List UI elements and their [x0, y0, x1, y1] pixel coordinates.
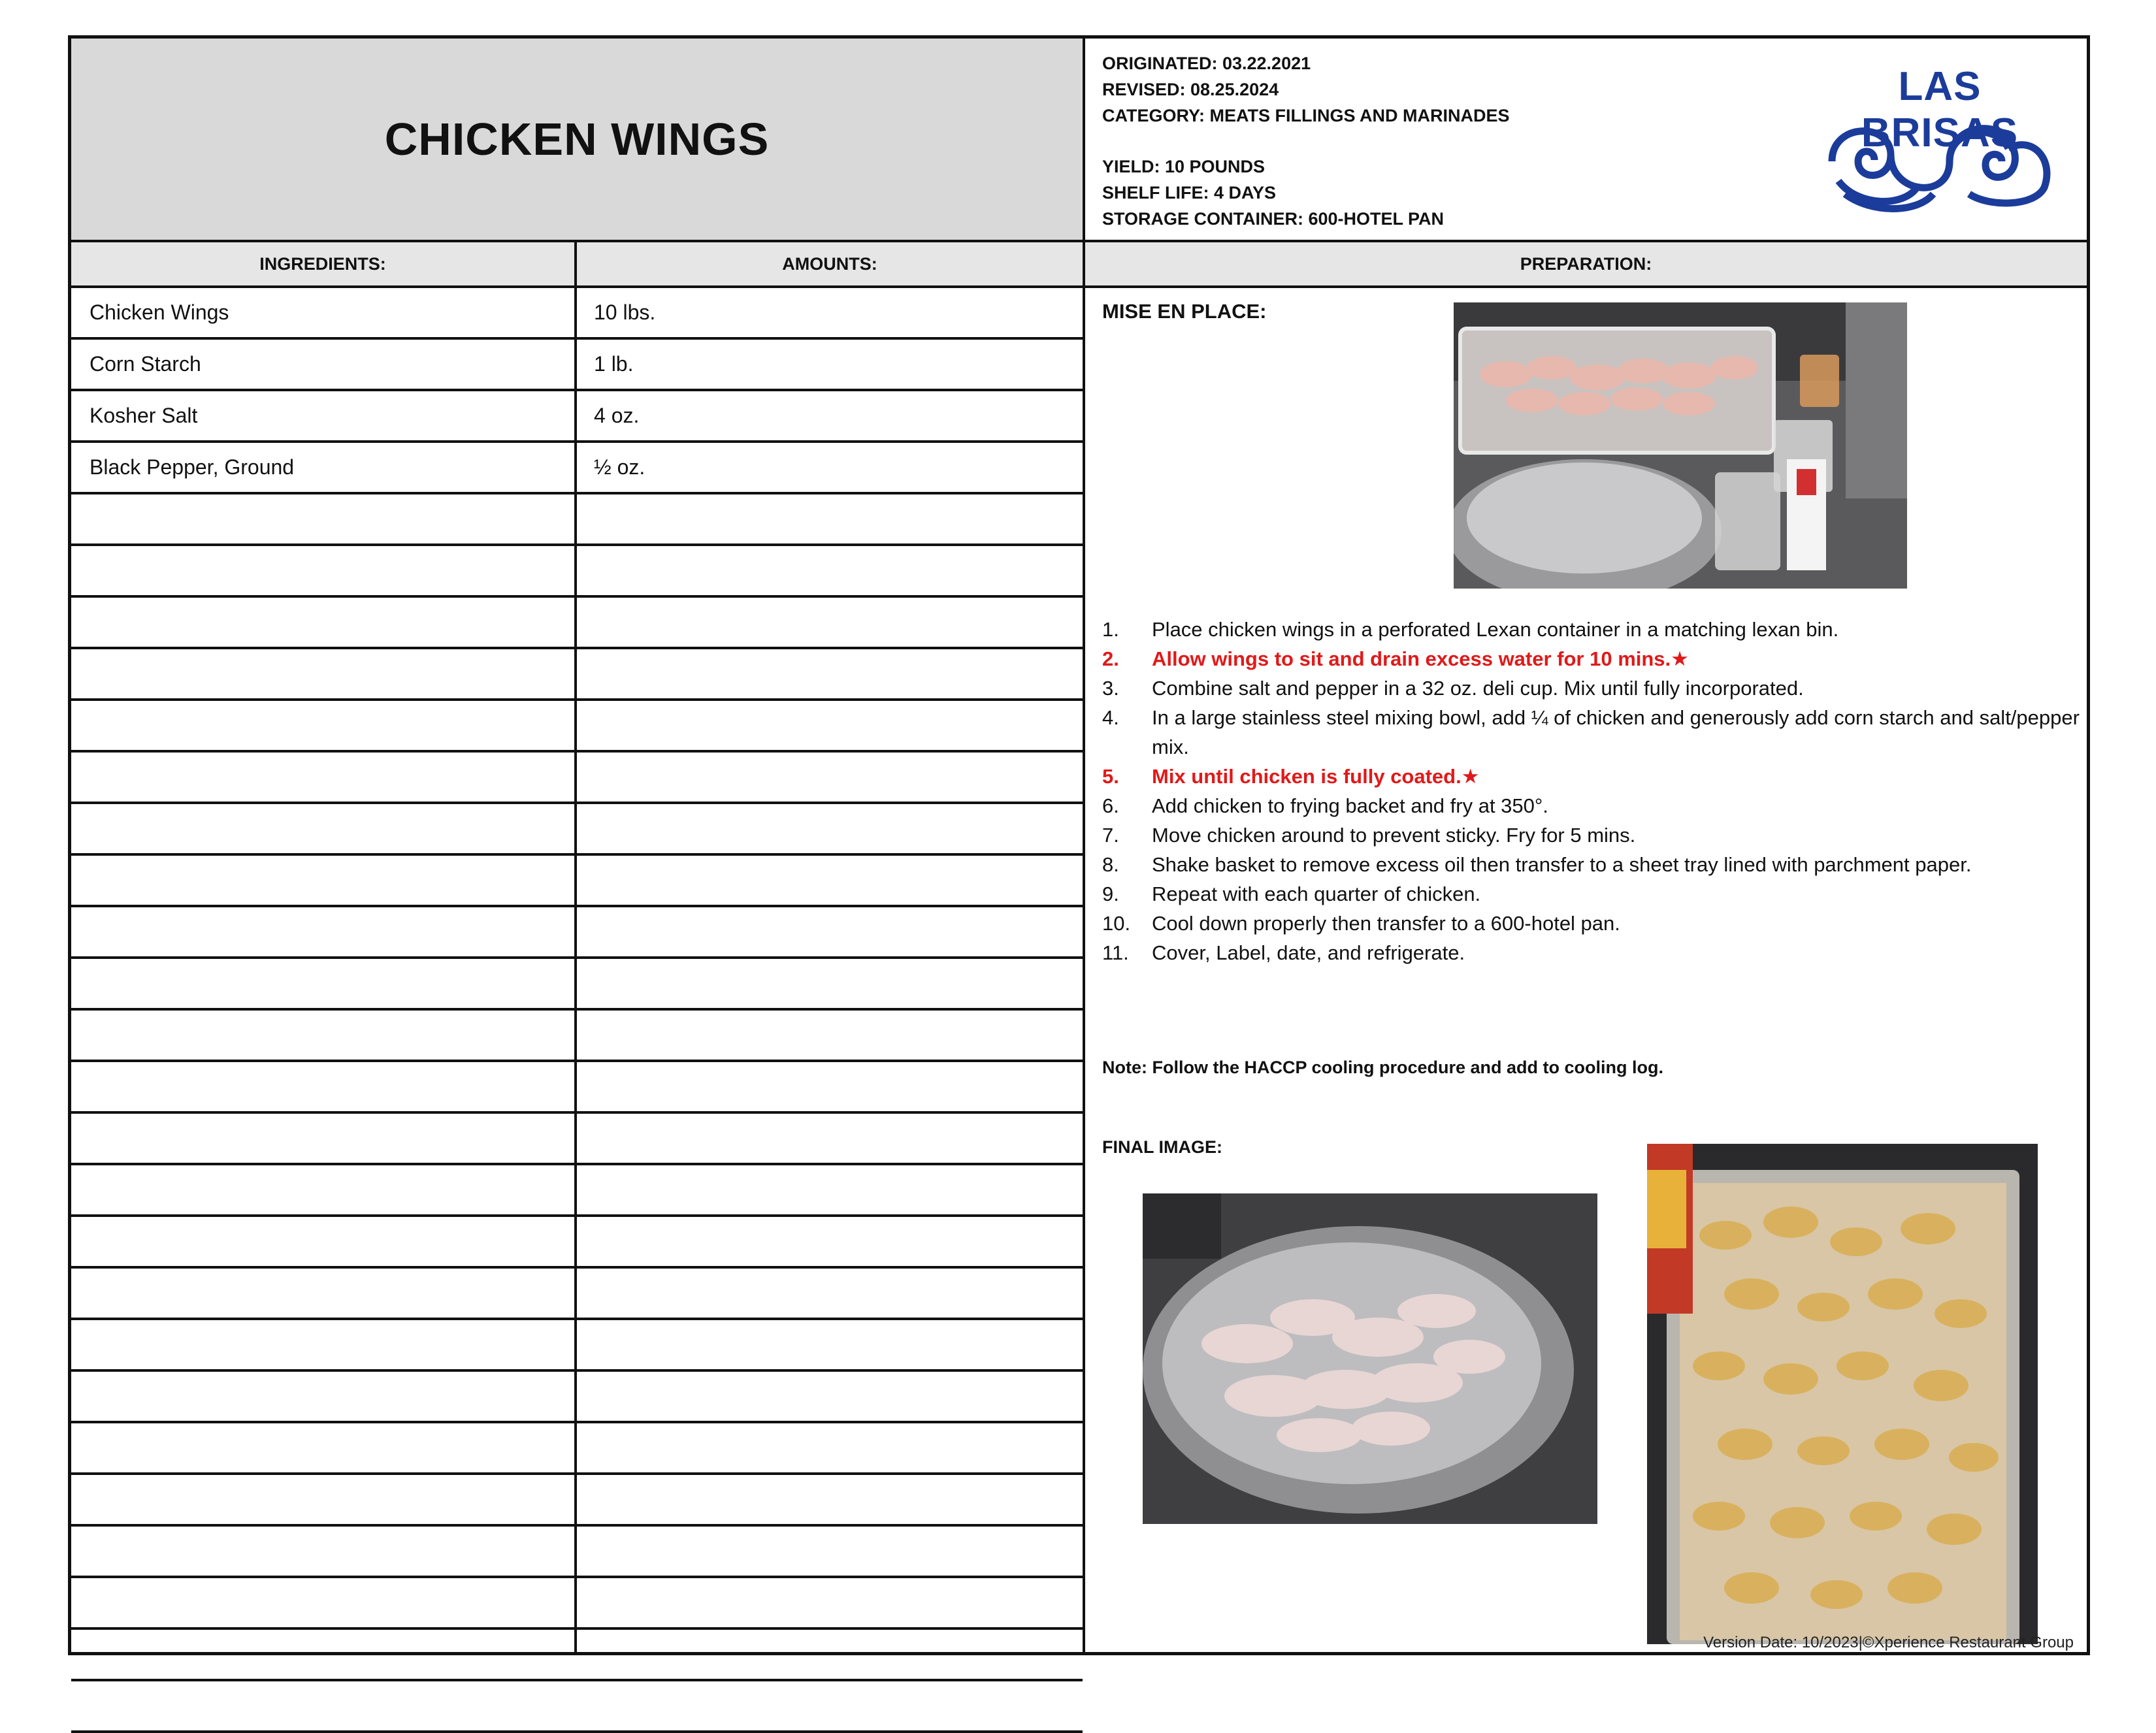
- recipe-meta: [1102, 50, 1509, 232]
- ingredient-row: [71, 753, 1083, 804]
- category: CATEGORY: MEATS FILLINGS AND MARINADES: [1102, 106, 1510, 125]
- preparation-step: [1102, 879, 2082, 909]
- step-number: 1.: [1102, 618, 1119, 641]
- brand-logo-text: LAS BRISAS: [1861, 64, 2019, 155]
- step-number: 8.: [1102, 853, 1119, 876]
- ingredient-row: [71, 804, 1083, 856]
- step-text: Move chicken around to prevent sticky. Fry for 5 mins.: [1152, 824, 1636, 847]
- ingredient-row: [71, 907, 1083, 959]
- ingredient-row: [71, 1269, 1083, 1320]
- ingredient-amount: 1 lb.: [594, 352, 634, 376]
- wave-logo-icon: [1819, 109, 2061, 214]
- brand-logo: [1819, 63, 2061, 214]
- ingredient-amount: 4 oz.: [594, 404, 640, 427]
- version-footer: Version Date: 10/2023|©Xperience Restaurant Group: [1703, 1634, 2074, 1651]
- ingredient-row: [71, 1681, 1083, 1733]
- amounts-header: AMOUNTS:: [577, 242, 1083, 285]
- ingredient-row: [71, 391, 1083, 443]
- step-text: Add chicken to frying backet and fry at 350°.: [1152, 794, 1548, 817]
- step-number: 2.: [1102, 647, 1119, 670]
- step-number: 7.: [1102, 824, 1119, 847]
- haccp-note: Note: Follow the HACCP cooling procedure and add to cooling log.: [1102, 1058, 1663, 1077]
- preparation-panel: [1085, 288, 2087, 1652]
- step-text: Shake basket to remove excess oil then transfer to a sheet tray lined with parchment paper.: [1152, 853, 1972, 876]
- title-cell: [71, 39, 1083, 240]
- ingredient-row: [71, 1011, 1083, 1062]
- final-image-label: FINAL IMAGE:: [1102, 1137, 1222, 1157]
- step-text: Cover, Label, date, and refrigerate.: [1152, 941, 1465, 964]
- mise-en-place-label: MISE EN PLACE:: [1102, 300, 1267, 323]
- step-number: 6.: [1102, 794, 1119, 817]
- preparation-header: PREPARATION:: [1085, 242, 2087, 285]
- step-text: Mix until chicken is fully coated.★: [1152, 765, 1480, 788]
- preparation-step: [1102, 820, 2082, 850]
- ingredient-row: [71, 1217, 1083, 1269]
- ingredient-row: [71, 1320, 1083, 1372]
- ingredient-row: [71, 1527, 1083, 1578]
- mise-en-place-photo: [1454, 302, 1907, 589]
- final-tray-photo: [1647, 1144, 2038, 1644]
- originated-date: ORIGINATED: 03.22.2021: [1102, 54, 1311, 73]
- preparation-step: [1102, 791, 2082, 820]
- storage-container: STORAGE CONTAINER: 600-HOTEL PAN: [1102, 209, 1445, 229]
- ingredient-row: [71, 494, 1083, 546]
- ingredient-row: [71, 1578, 1083, 1630]
- step-text: Cool down properly then transfer to a 600-hotel pan.: [1152, 912, 1620, 935]
- step-number: 10.: [1102, 912, 1131, 935]
- ingredient-row: [71, 1165, 1083, 1217]
- ingredient-name: Corn Starch: [90, 352, 201, 376]
- ingredient-name: Kosher Salt: [90, 404, 198, 427]
- step-text: Combine salt and pepper in a 32 oz. deli cup. Mix until fully incorporated.: [1152, 677, 1804, 700]
- ingredient-row: [71, 1062, 1083, 1114]
- step-number: 9.: [1102, 883, 1119, 905]
- ingredient-row: [71, 598, 1083, 649]
- revised-date: REVISED: 08.25.2024: [1102, 80, 1279, 99]
- ingredient-row: [71, 1475, 1083, 1527]
- step-number: 5.: [1102, 765, 1119, 788]
- preparation-steps: [1102, 615, 2082, 967]
- ingredient-row: [71, 1114, 1083, 1165]
- step-number: 4.: [1102, 706, 1119, 729]
- yield: YIELD: 10 POUNDS: [1102, 157, 1266, 176]
- shelf-life: SHELF LIFE: 4 DAYS: [1102, 183, 1277, 202]
- meta-cell: [1083, 39, 2087, 240]
- step-number: 11.: [1102, 941, 1129, 964]
- ingredient-row: [71, 856, 1083, 907]
- ingredient-row: [71, 959, 1083, 1011]
- ingredient-row: [71, 701, 1083, 753]
- ingredient-row: [71, 288, 1083, 340]
- ingredient-row: [71, 1372, 1083, 1423]
- step-text: In a large stainless steel mixing bowl, add ¼ of chicken and generously add corn starch and salt/pepper mix.: [1152, 706, 2080, 758]
- preparation-step: [1102, 615, 2082, 644]
- ingredient-row: [71, 443, 1083, 494]
- ingredient-name: Black Pepper, Ground: [90, 455, 295, 479]
- preparation-step: [1102, 850, 2082, 879]
- recipe-sheet: [68, 35, 2090, 1655]
- preparation-step: [1102, 644, 2082, 673]
- preparation-step: [1102, 703, 2082, 762]
- ingredient-row: [71, 1630, 1083, 1681]
- ingredients-header: INGREDIENTS:: [71, 242, 574, 285]
- ingredient-amount: ½ oz.: [594, 455, 645, 479]
- ingredient-name: Chicken Wings: [90, 300, 229, 324]
- step-text: Place chicken wings in a perforated Lexan container in a matching lexan bin.: [1152, 618, 1839, 641]
- ingredient-row: [71, 340, 1083, 391]
- step-number: 3.: [1102, 677, 1119, 700]
- ingredient-amount: 10 lbs.: [594, 300, 656, 324]
- preparation-step: [1102, 909, 2082, 938]
- preparation-step: [1102, 938, 2082, 967]
- step-text: Allow wings to sit and drain excess water for 10 mins.★: [1152, 647, 1689, 670]
- preparation-step: [1102, 762, 2082, 791]
- step-text: Repeat with each quarter of chicken.: [1152, 883, 1481, 905]
- preparation-step: [1102, 673, 2082, 703]
- final-bowl-photo: [1143, 1193, 1597, 1524]
- ingredient-row: [71, 649, 1083, 701]
- ingredient-row: [71, 1423, 1083, 1475]
- ingredient-row: [71, 546, 1083, 598]
- page-title: CHICKEN WINGS: [384, 114, 770, 165]
- ingredients-table: [71, 288, 1083, 1733]
